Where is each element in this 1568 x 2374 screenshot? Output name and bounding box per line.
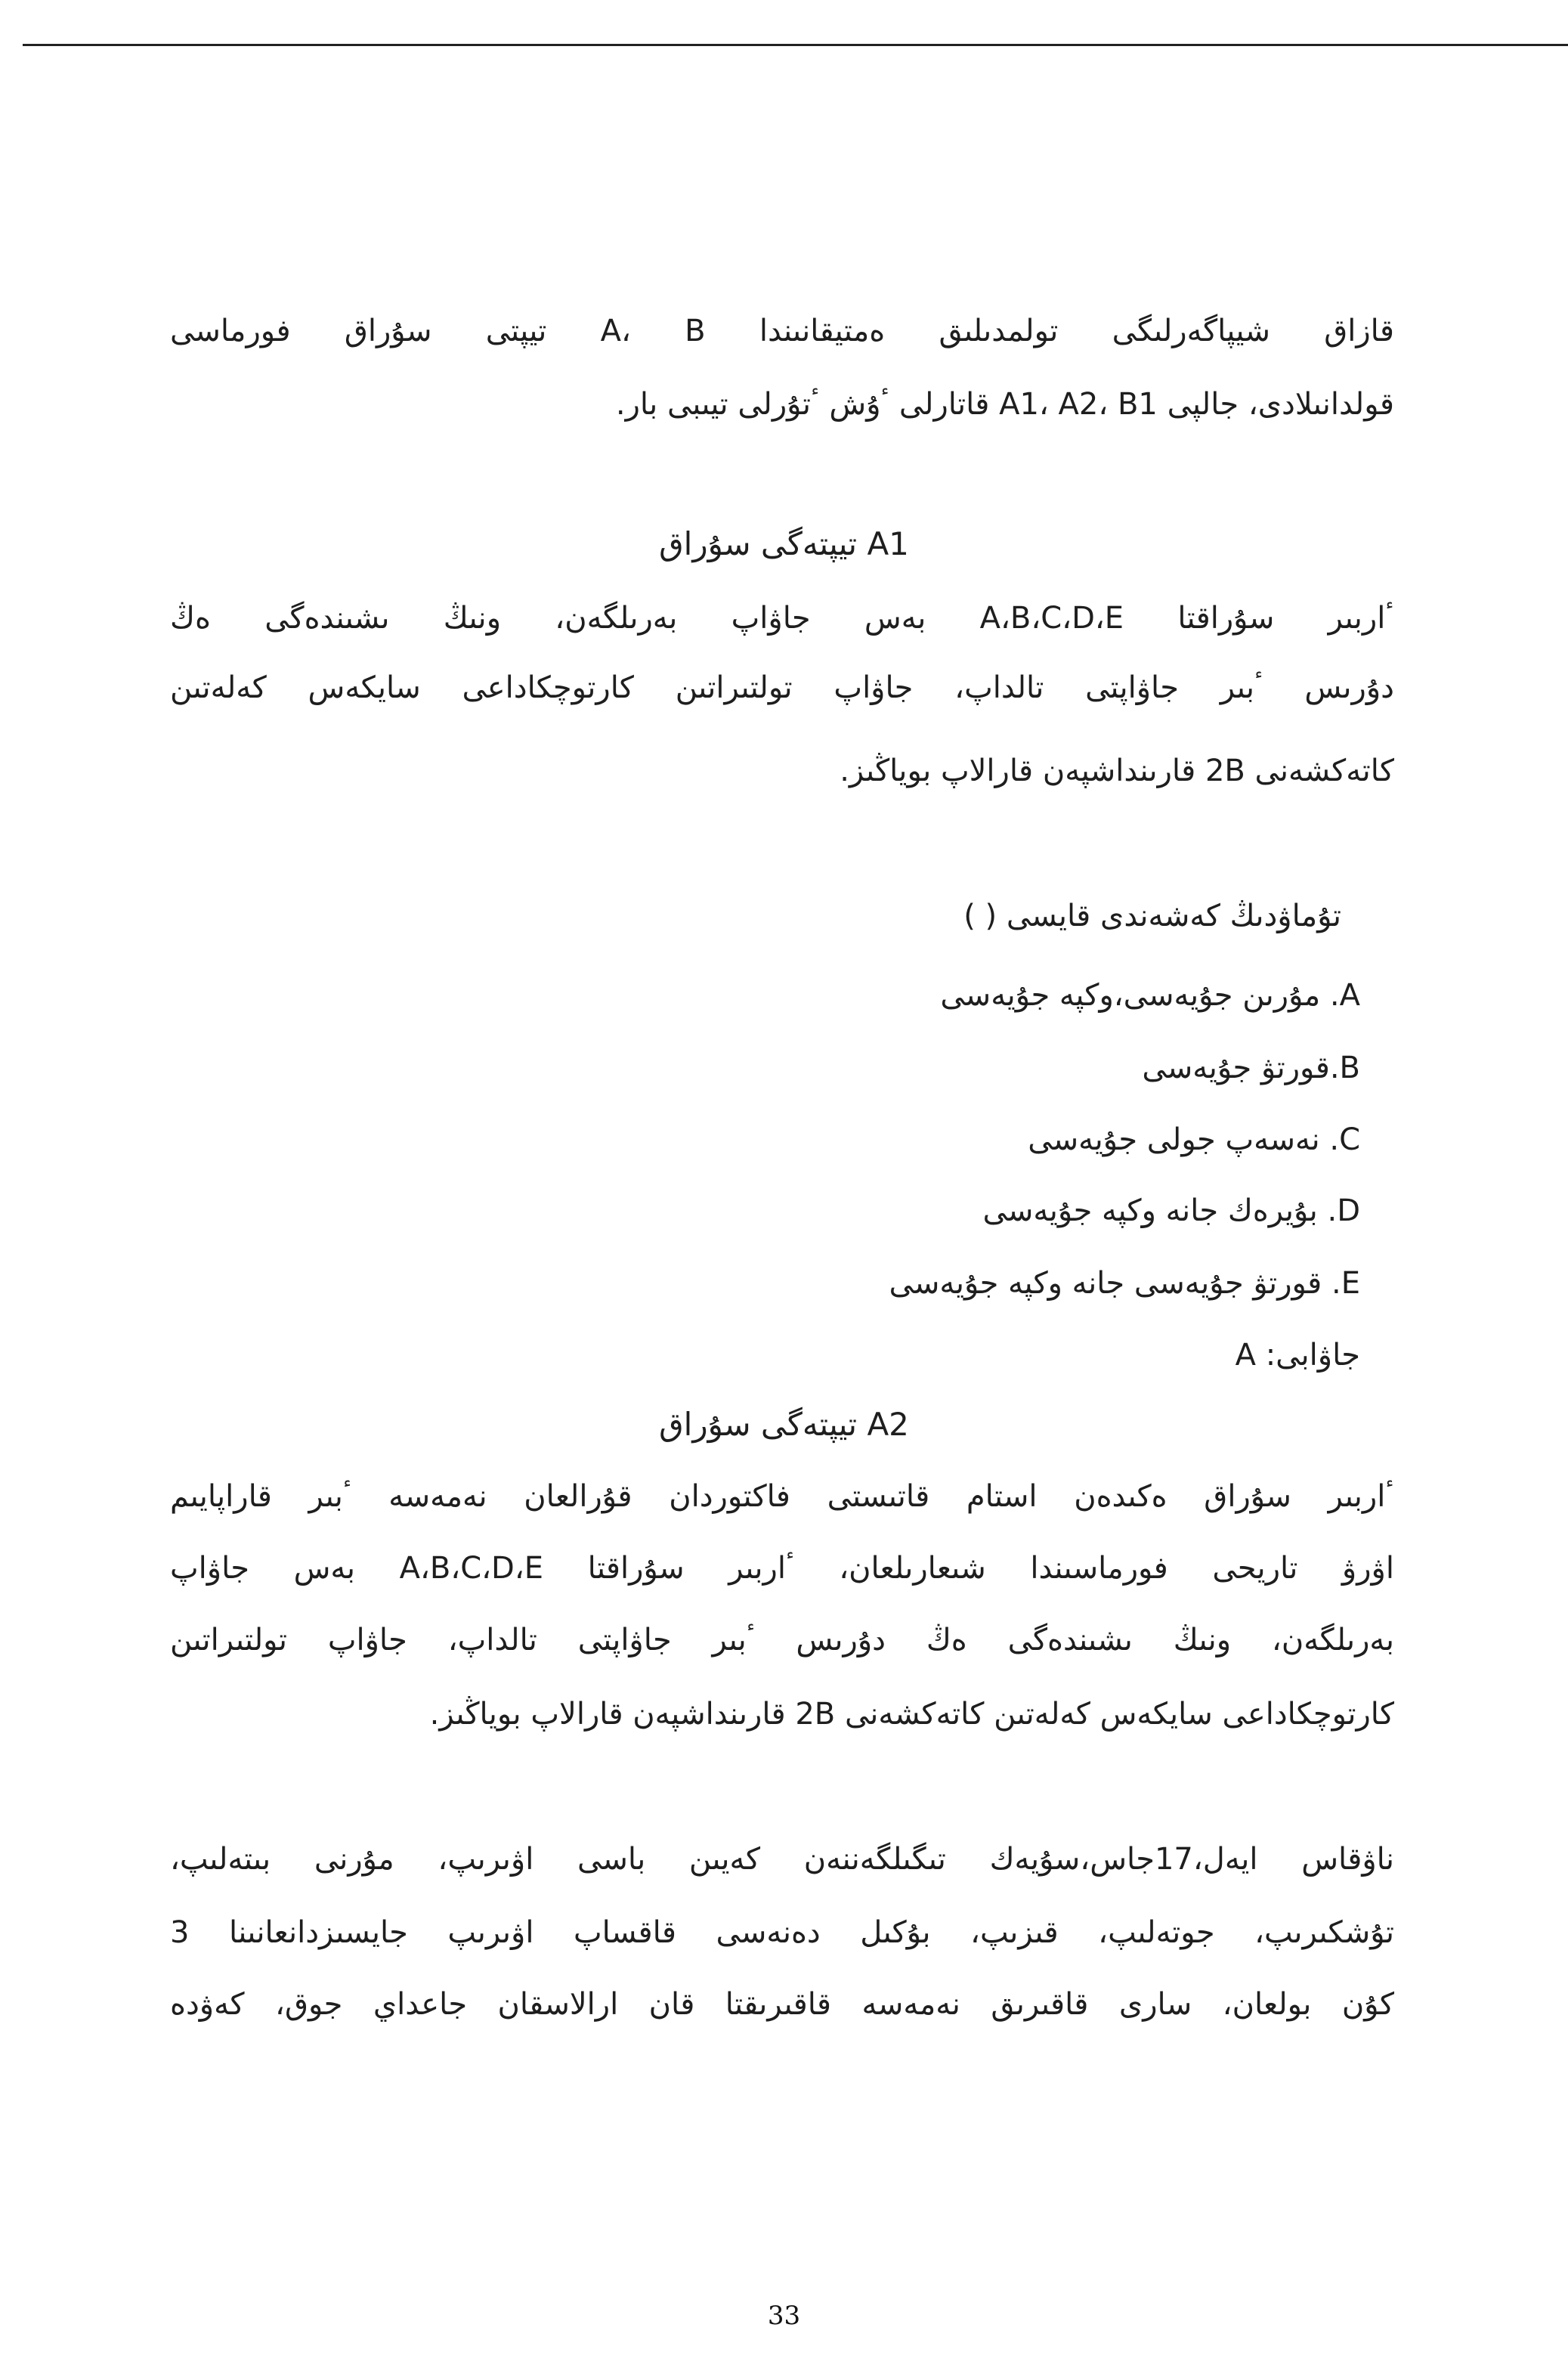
case-line-1: ناۋقاس ايەل،17جاس،سۇيەك تىگىلگەننەن كەيىن باسى اۋىرىپ، مۇرنى بىتەلىپ، [170,1842,1394,1877]
intro-line-1: قازاق شيپاگەرلىگى تولمدىلىق ەمتيقانىندا A، B تيپتى سۇراق فورماسى [170,314,1394,348]
case-line-2: تۇشكىرىپ، جوتەلىپ، قىزىپ، بۇكىل دەنەسى قاقساپ اۋىرىپ جايسىزدانعانىنا 3 [170,1915,1394,1950]
a1-paragraph-line-3: كاتەكشەنى 2B قارىنداشپەن قارالاپ بوياڭىز. [840,754,1394,788]
answer: جاۋابى: A [1235,1338,1360,1373]
intro-line-2: قولدانىلادى، جالپى A1، A2، B1 قاتارلى ٴۇش ٴتۇرلى تيىبى بار. [615,387,1394,422]
section-heading-a1: A1 تيپتەگى سۇراق [659,525,909,562]
a2-paragraph-line-4: كارتوچكاداعى سايكەس كەلەتىن كاتەكشەنى 2B قارىنداشپەن قارالاپ بوياڭىز. [429,1697,1394,1732]
section-heading-a2: A2 تيپتەگى سۇراق [659,1406,909,1443]
option-b: B.قورتۋ جۇيەسى [1142,1051,1360,1085]
question-stem: تۇماۋدىڭ كەشەندى قايسى ( ) [963,899,1341,933]
option-e: E. قورتۋ جۇيەسى جانە وكپە جۇيەسى [889,1266,1360,1301]
a2-paragraph-line-3: بەرىلگەن، ونىڭ ىشىندەگى ەڭ دۇرىس ٴبىر جاۋاپتى تالداپ، جاۋاپ تولتىراتىن [170,1623,1394,1657]
page-number: 33 [767,2301,801,2331]
a2-paragraph-line-1: ٴاربىر سۇراق ەكىدەن استام قاتىستى فاكتوردان قۇرالعان نەمەسە ٴبىر قاراپايىم [170,1479,1394,1514]
case-line-3: كۇن بولعان، سارى قاقىرىق نەمەسە قاقىرىقتا قان ارالاسقان جاعداي جوق، كەۋدە [170,1987,1394,2022]
option-d: D. بۇيرەك جانە وكپە جۇيەسى [982,1193,1360,1228]
a2-paragraph-line-2: اۋرۋ تاريحى فورماسىندا شىعارىلعان، ٴاربىر سۇراقتا A،B،C،D،E بەس جاۋاپ [170,1551,1394,1586]
option-a: A. مۇرىن جۇيەسى،وكپە جۇيەسى [940,978,1360,1013]
a1-paragraph-line-1: ٴاربىر سۇراقتا A،B،C،D،E بەس جاۋاپ بەرىلگەن، ونىڭ ىشىندەگى ەڭ [170,601,1394,636]
option-c: C. نەسەپ جولى جۇيەسى [1028,1122,1360,1157]
header-rule [23,44,1568,46]
a1-paragraph-line-2: دۇرىس ٴبىر جاۋاپتى تالداپ، جاۋاپ تولتىراتىن كارتوچكاداعى سايكەس كەلەتىن [170,670,1394,705]
